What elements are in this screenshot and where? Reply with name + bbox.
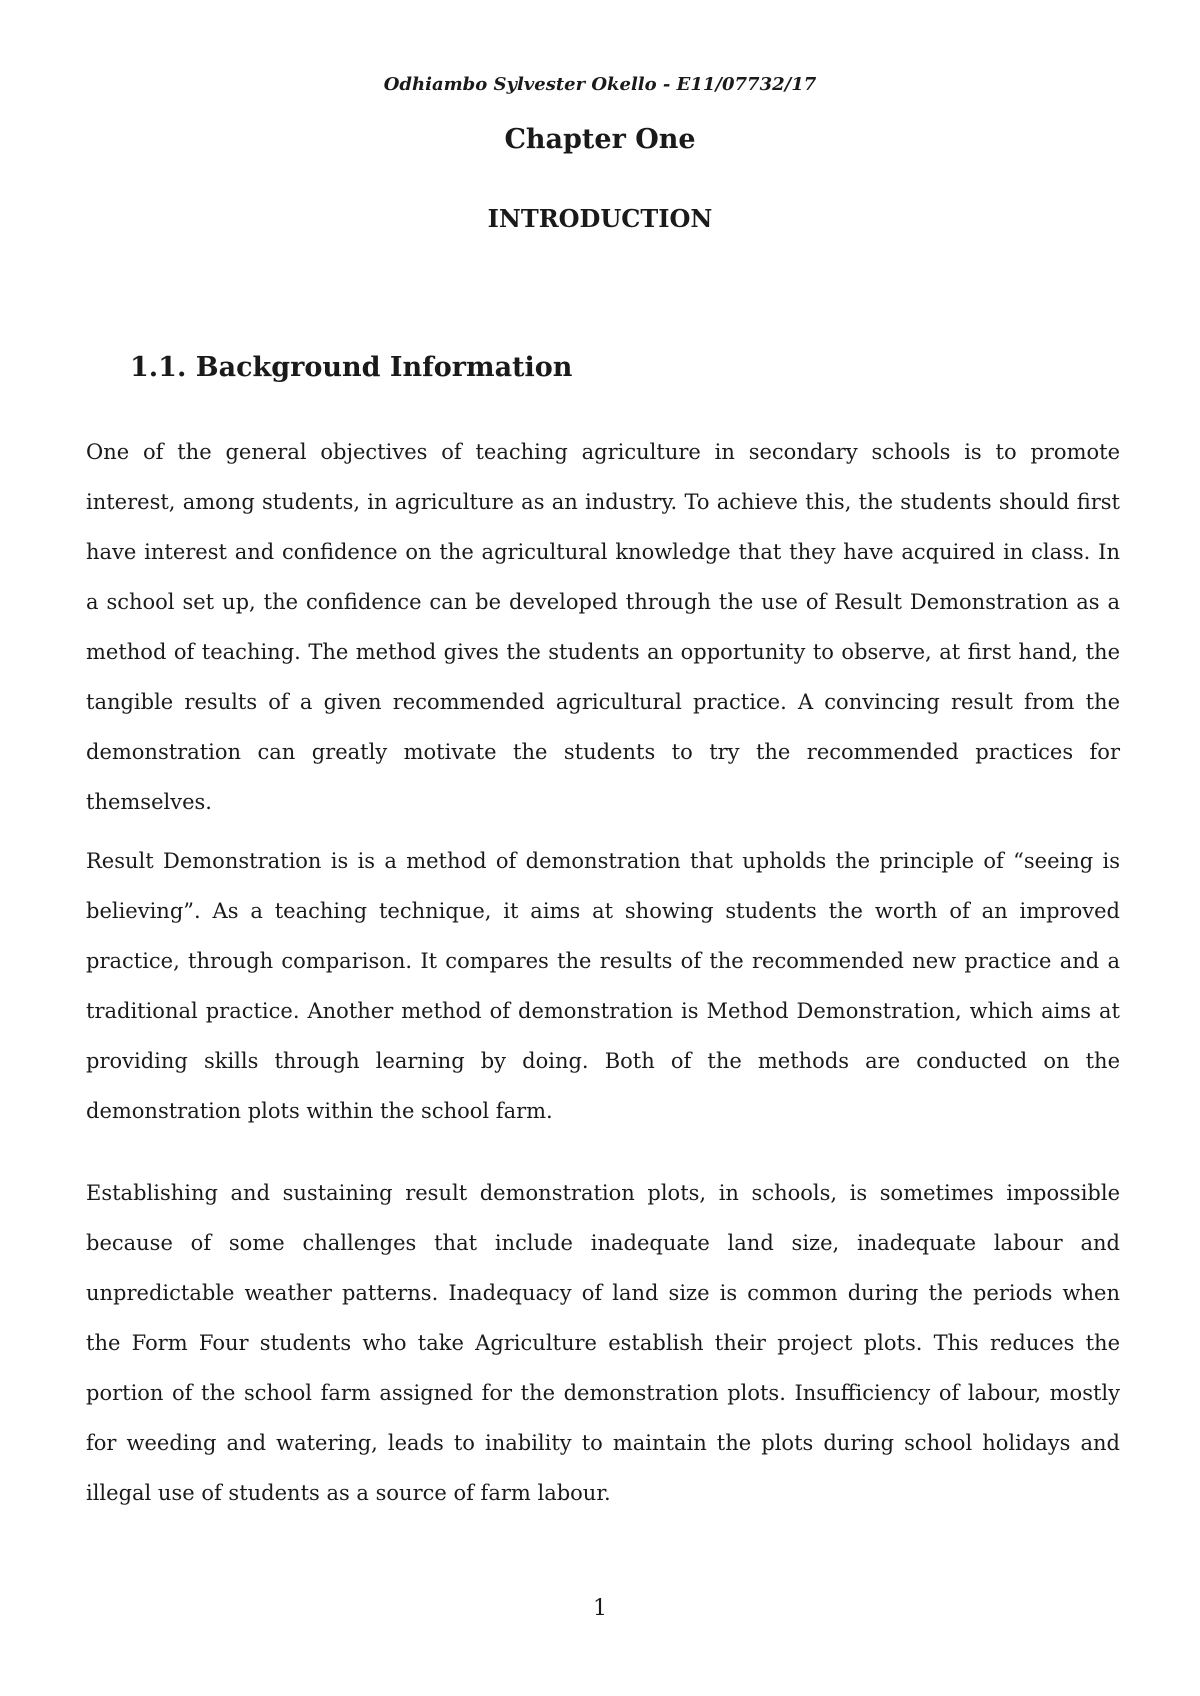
section-heading: 1.1. Background Information <box>130 352 573 383</box>
paragraph-3: Establishing and sustaining result demonstration plots, in schools, is sometimes impossible because of some challenges that include inadequate land size, inadequate labour and unpredictable weather patterns. Inadequacy of land size is common during the periods when the Form Four students who take Agriculture establish their project plots. This reduces the portion of the school farm assigned for the demonstration plots. Insufficiency of labour, mostly for weeding and watering, leads to inability to maintain the plots during school holidays and illegal use of students as a source of farm labour. <box>86 1181 1120 1505</box>
chapter-title: Chapter One <box>504 124 696 155</box>
chapter-subtitle: INTRODUCTION <box>487 204 713 233</box>
page-number: 1 <box>593 1596 607 1621</box>
paragraph-2: Result Demonstration is is a method of demonstration that upholds the principle of “seeing is believing”. As a teaching technique, it aims at showing students the worth of an improved practice, through comparison. It compares the results of the recommended new practice and a traditional practice. Another method of demonstration is Method Demonstration, which aims at providing skills through learning by doing. Both of the methods are conducted on the demonstration plots within the school farm. <box>86 849 1120 1123</box>
page-header: Odhiambo Sylvester Okello - E11/07732/17 <box>383 74 817 95</box>
paragraph-1: One of the general objectives of teaching agriculture in secondary schools is to promote interest, among students, in agriculture as an industry. To achieve this, the students should first have interest and confidence on the agricultural knowledge that they have acquired in class. In a school set up, the confidence can be developed through the use of Result Demonstration as a method of teaching. The method gives the students an opportunity to observe, at first hand, the tangible results of a given recommended agricultural practice. A convincing result from the demonstration can greatly motivate the students to try the recommended practices for themselves. <box>86 440 1120 814</box>
